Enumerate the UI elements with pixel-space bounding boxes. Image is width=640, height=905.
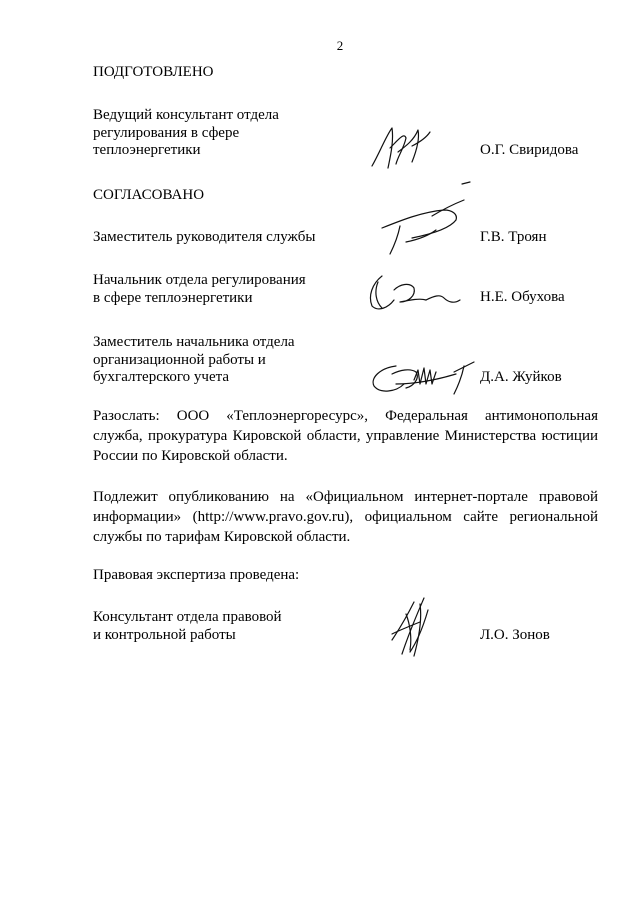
- publication-paragraph: Подлежит опубликованию на «Официальном интернет-портале правовой информации» (http://www.pravo.gov.ru), официальном сайте региональной службы по тарифам Кировской области.: [93, 489, 598, 545]
- legal-review-position: [93, 609, 282, 644]
- position-line: Консультант отдела правовой: [93, 609, 282, 625]
- agreed-name-2: Н.Е. Обухова: [480, 289, 565, 305]
- position-line: бухгалтерского учета: [93, 369, 230, 385]
- agreed-position-2: [93, 272, 306, 307]
- position-line: Ведущий консультант отдела: [93, 107, 279, 123]
- page-number: 2: [336, 38, 344, 53]
- agreed-heading: СОГЛАСОВАНО: [93, 187, 205, 203]
- position-line: регулирования в сфере: [93, 124, 240, 141]
- prepared-name: О.Г. Свиридова: [480, 142, 579, 158]
- legal-review-heading: Правовая экспертиза проведена:: [93, 567, 300, 583]
- position-line: в сфере теплоэнергетики: [93, 289, 253, 306]
- agreed-name-1: Г.В. Троян: [480, 229, 547, 245]
- signature-obukhova: [364, 270, 464, 315]
- signature-zhuykov: [366, 356, 481, 401]
- position-line: Заместитель начальника отдела: [93, 334, 295, 350]
- signature-troyan: [372, 180, 472, 260]
- agreed-position-3: [93, 334, 295, 387]
- position-line: и контрольной работы: [93, 626, 236, 643]
- signature-zonov: [384, 594, 434, 660]
- distribution-paragraph: Разослать: ООО «Теплоэнергоресурс», Федеральная антимонопольная служба, прокуратура Кировской области, управление Министерства юстиции России по Кировской области.: [93, 408, 598, 464]
- signature-sviridova: [368, 122, 438, 172]
- prepared-heading: ПОДГОТОВЛЕНО: [93, 64, 214, 80]
- legal-review-name: Л.О. Зонов: [480, 627, 550, 643]
- position-line: Заместитель руководителя службы: [93, 229, 316, 245]
- agreed-name-3: Д.А. Жуйков: [480, 369, 562, 385]
- prepared-position: [93, 107, 279, 160]
- position-line: организационной работы и: [93, 351, 266, 368]
- position-line: Начальник отдела регулирования: [93, 272, 306, 288]
- position-line: теплоэнергетики: [93, 142, 201, 158]
- agreed-position-1: [93, 229, 315, 247]
